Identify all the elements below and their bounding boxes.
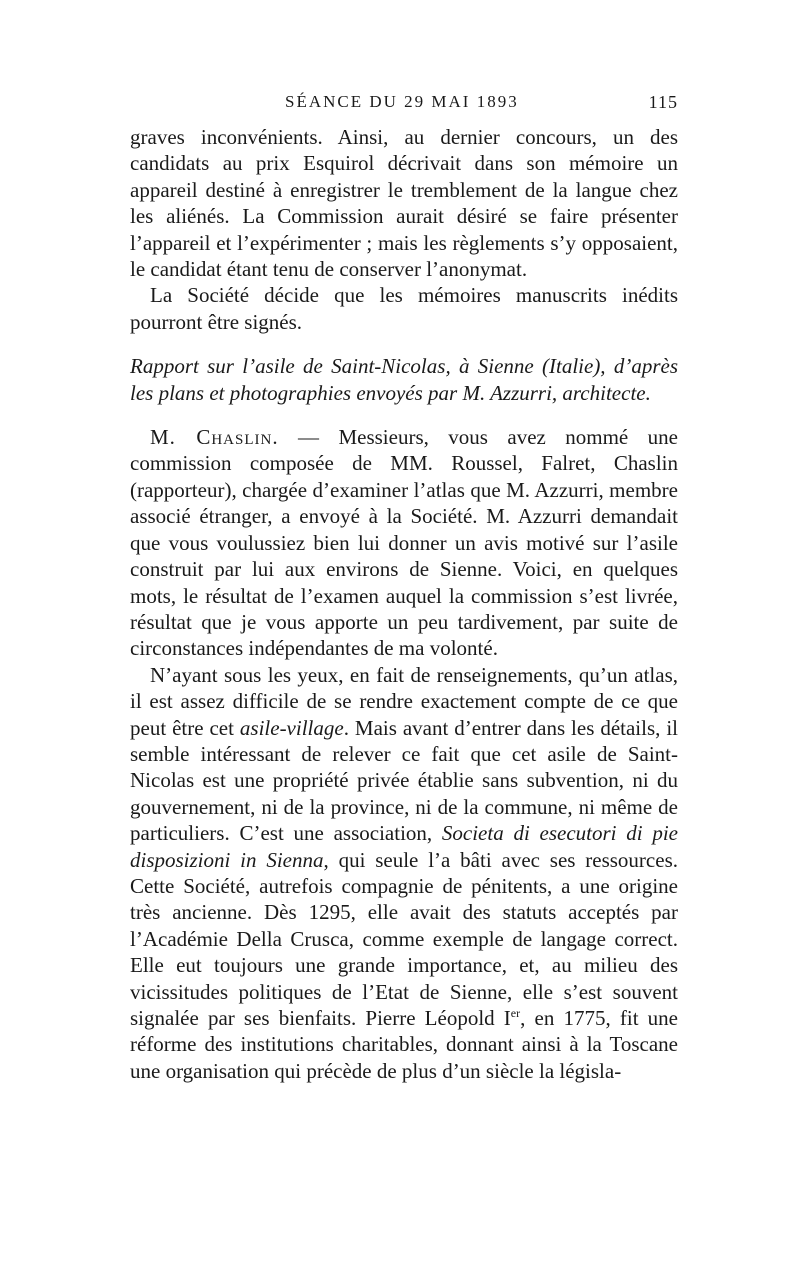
paragraph-anonymity: graves inconvénients. Ainsi, au dernier concours, un des candidats au prix Esquirol décrivait dans son mémoire un appareil destiné à enregistrer le tremblement de la langue chez les aliénés. La Commission aurait désiré se faire présenter l’appareil et l’expérimenter ; mais les règlements s’y opposaient, le candidat étant tenu de conserver l’anonymat. bbox=[130, 125, 678, 282]
term-asile-village: asile-village bbox=[239, 715, 344, 740]
description-text-2: . Mais avant d’entrer dans les détails, il semble intéressant de relever ce fait que cet asile de Saint-Nicolas est une propriété privée établie sans subvention, ni du gouvernement, ni de la province, ni de la commune, ni même de particuliers. C’est une association, bbox=[130, 715, 678, 846]
paragraph-decision: La Société décide que les mémoires manuscrits inédits pourront être signés. bbox=[130, 283, 678, 334]
body-text bbox=[130, 124, 678, 1084]
running-title: SÉANCE DU 29 MAI 1893 bbox=[285, 92, 519, 111]
running-header bbox=[130, 92, 678, 116]
report-intro-text: — Messieurs, vous avez nommé une commission composée de MM. Roussel, Falret, Chaslin (rapporteur), chargée d’examiner l’atlas que M. Azzurri, membre associé étranger, a envoyé à la Société. M. Azzurri demandait que vous voulussiez bien lui donner un avis motivé sur l’asile construit par lui aux environs de Sienne. Voici, en quelques mots, le résultat de l’examen auquel la commission s’est livrée, résultat que je vous apporte un peu tardivement, par suite de circonstances indépendantes de ma volonté. bbox=[130, 425, 678, 661]
section-title: Rapport sur l’asile de Saint-Nicolas, à Sienne (Italie), d’après les plans et photographies envoyés par M. Azzurri, architecte. bbox=[130, 354, 678, 405]
description-text-3: , qui seule l’a bâti avec ses ressources. Cette Société, autrefois compagnie de pénitents, a une origine très ancienne. Dès 1295, elle avait des statuts acceptés par l’Académie Della Crusca, comme exemple de langage correct. Elle eut toujours une grande importance, et, au milieu des vicissitudes politiques de l’Etat de Sienne, elle s’est souvent signalée par ses bienfaits. Pierre Léopold I bbox=[130, 847, 678, 1030]
description-text-1: N’ayant sous les yeux, en fait de renseignements, qu’un atlas, il est assez difficile de se rendre exactement compte de ce que peut être cet bbox=[130, 662, 678, 740]
ordinal-superscript: er bbox=[510, 1006, 521, 1020]
speaker-name: M. Chaslin. bbox=[150, 425, 279, 450]
page-number: 115 bbox=[648, 92, 678, 112]
paragraph-report-intro bbox=[130, 424, 678, 662]
paragraph-description bbox=[130, 662, 678, 1085]
description-text-4: , en 1775, fit une réforme des institutions charitables, donnant ainsi à la Toscane une organisation qui précède de plus d’un siècle la législa- bbox=[130, 1006, 678, 1083]
society-name: Societa di esecutori di pie disposizioni in Sienna bbox=[130, 821, 678, 872]
